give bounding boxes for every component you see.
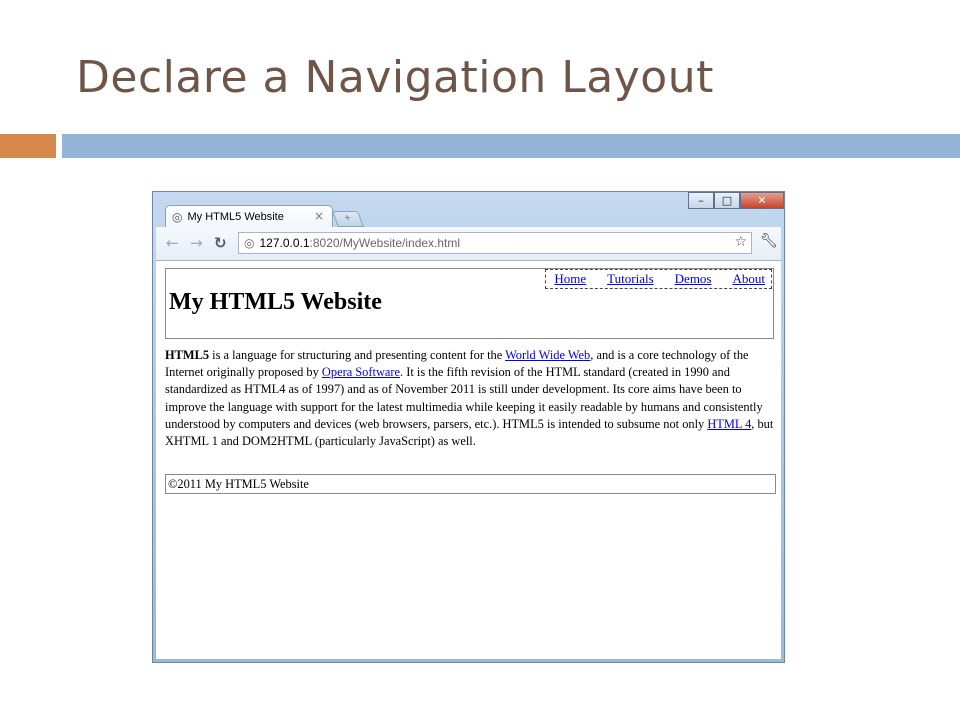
star-icon[interactable]: ☆ [734,234,747,250]
link-opera-software[interactable]: Opera Software [321,365,401,380]
maximize-icon[interactable]: □ [714,192,740,209]
close-icon[interactable]: ✕ [740,192,784,209]
nav-link-about[interactable]: About [732,271,765,286]
link-world-wide-web[interactable]: World Wide Web [505,348,591,362]
nav-link-demos[interactable]: Demos [674,271,712,286]
back-icon[interactable]: ← [166,234,179,252]
accent-bar-blue [62,134,960,158]
page-info-icon[interactable]: ◎ [244,236,255,250]
globe-icon: ◎ [172,210,183,224]
content-paragraph [165,347,779,450]
site-title: My HTML5 Website [169,289,382,315]
paragraph-text: is a language for structuring and presenting content for the [209,348,506,362]
paragraph-text: . It is the fifth revision of the HTML standard (created in 1990 and standardized as HTML4 as of 1997) and as of November 2011 is still under development. Its core aims have been to improve the language with support for the latest multimedia while keeping it easily readable by humans and consistently understood by computers and devices (web browsers, parsers, etc.). HTML5 is intended to subsume not only [165,365,763,431]
site-footer: ©2011 My HTML5 Website [165,474,776,494]
page-viewport [156,261,781,659]
new-tab-button[interactable]: + [332,211,364,227]
tab-title: My HTML5 Website [187,211,284,223]
link-html4[interactable]: HTML 4 [707,416,752,431]
browser-tab[interactable] [165,205,333,228]
browser-toolbar [156,227,781,261]
accent-bar-orange [0,134,56,158]
url-path: :8020/MyWebsite/index.html [309,236,461,250]
lead-term: HTML5 [165,348,210,362]
reload-icon[interactable]: ↻ [214,234,227,252]
nav-link-home[interactable]: Home [554,271,587,286]
url-host: 127.0.0.1 [259,236,310,250]
address-bar[interactable] [238,232,752,254]
paragraph-text: , but XHTML 1 and DOM2HTML (particularly JavaScript) as well. [165,416,774,449]
browser-window [152,191,785,663]
nav-link-tutorials[interactable]: Tutorials [607,271,654,286]
site-nav [545,269,772,289]
paragraph-text: , and is a core technology of the Internet originally proposed by [165,348,749,380]
tab-close-icon[interactable]: × [313,209,324,223]
slide-title: Declare a Navigation Layout [76,52,714,103]
site-header [165,268,774,339]
minimize-icon[interactable]: – [688,192,714,209]
window-controls [688,192,784,209]
forward-icon[interactable]: → [190,234,203,252]
wrench-icon[interactable]: 🔧︎ [760,233,778,249]
